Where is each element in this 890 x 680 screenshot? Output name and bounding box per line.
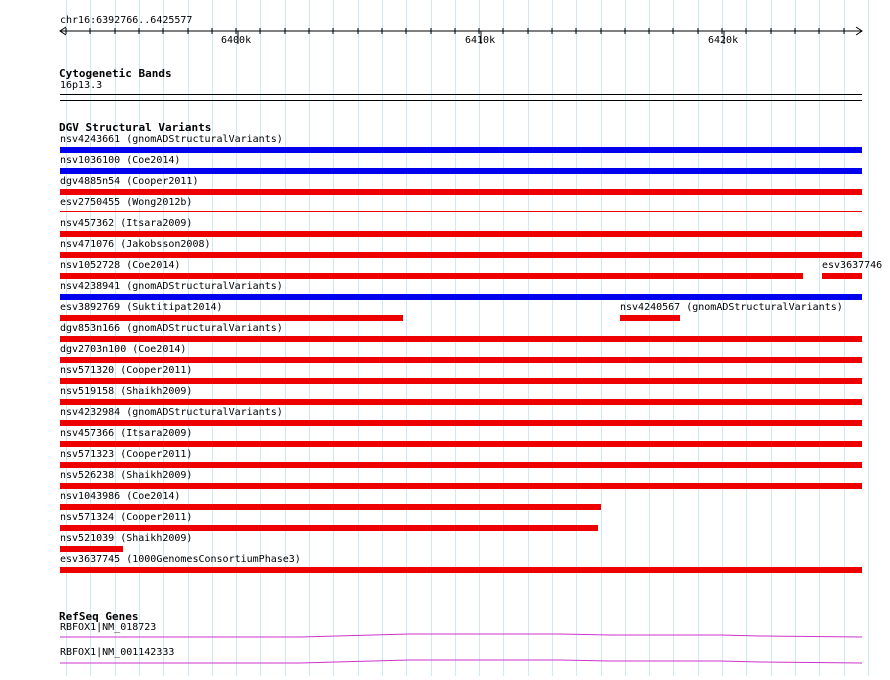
refseq-gene-models [0, 620, 890, 680]
variant-label[interactable]: nsv4238941 (gnomADStructuralVariants) [60, 281, 283, 292]
ruler[interactable] [0, 0, 890, 50]
variant-label[interactable]: nsv571324 (Cooper2011) [60, 512, 193, 523]
variant-label[interactable]: nsv526238 (Shaikh2009) [60, 470, 193, 481]
ruler-tick-label: 6400k [221, 35, 252, 46]
variant-label[interactable]: dgv853n166 (gnomADStructuralVariants) [60, 323, 283, 334]
variant-label[interactable]: nsv1043986 (Coe2014) [60, 491, 181, 502]
variant-bar[interactable] [60, 211, 862, 212]
variant-label[interactable]: esv2750455 (Wong2012b) [60, 197, 193, 208]
variant-label[interactable]: nsv521039 (Shaikh2009) [60, 533, 193, 544]
variant-label[interactable]: nsv571323 (Cooper2011) [60, 449, 193, 460]
dgv-track-title[interactable]: DGV Structural Variants [59, 121, 212, 134]
variant-bar[interactable] [620, 315, 680, 321]
variant-label[interactable]: nsv4243661 (gnomADStructuralVariants) [60, 134, 283, 145]
variant-bar[interactable] [60, 336, 862, 342]
variant-label[interactable]: nsv457362 (Itsara2009) [60, 218, 193, 229]
variant-bar[interactable] [60, 525, 598, 531]
cytoband-line-top [60, 94, 862, 95]
variant-bar[interactable] [60, 231, 862, 237]
variant-bar[interactable] [60, 294, 862, 300]
variant-bar[interactable] [60, 483, 862, 489]
variant-label[interactable]: esv3637745 (1000GenomesConsortiumPhase3) [60, 554, 301, 565]
ruler-tick-label: 6420k [708, 35, 739, 46]
variant-bar[interactable] [60, 546, 123, 552]
gene-model-line[interactable] [60, 660, 862, 663]
variant-bar[interactable] [60, 315, 403, 321]
variant-label[interactable]: nsv519158 (Shaikh2009) [60, 386, 193, 397]
variant-bar[interactable] [60, 357, 862, 363]
grid-line [868, 0, 869, 676]
variant-label[interactable]: nsv471076 (Jakobsson2008) [60, 239, 211, 250]
variant-bar[interactable] [60, 189, 862, 195]
variant-label[interactable]: dgv2703n100 (Coe2014) [60, 344, 187, 355]
variant-label[interactable]: nsv4240567 (gnomADStructuralVariants) [620, 302, 843, 313]
variant-label[interactable]: nsv571320 (Cooper2011) [60, 365, 193, 376]
variant-bar[interactable] [60, 420, 862, 426]
variant-label[interactable]: esv3637746 [822, 260, 883, 271]
variant-bar[interactable] [60, 504, 601, 510]
variant-label[interactable]: nsv1052728 (Coe2014) [60, 260, 181, 271]
variant-bar[interactable] [60, 252, 862, 258]
variant-label[interactable]: nsv4232984 (gnomADStructuralVariants) [60, 407, 283, 418]
variant-bar[interactable] [60, 273, 803, 279]
variant-bar[interactable] [822, 273, 862, 279]
variant-label[interactable]: nsv457366 (Itsara2009) [60, 428, 193, 439]
ruler-tick-label: 6410k [465, 35, 496, 46]
cytoband-label: 16p13.3 [60, 80, 103, 91]
variant-bar[interactable] [60, 399, 862, 405]
cytoband-line-bottom [60, 100, 862, 101]
refseq-track-title[interactable]: RefSeq Genes [59, 610, 139, 623]
variant-bar[interactable] [60, 168, 862, 174]
variant-bar[interactable] [60, 378, 862, 384]
position-label: chr16:6392766..6425577 [60, 15, 193, 26]
gene-label[interactable]: RBFOX1|NM_001142333 [60, 647, 175, 658]
variant-bar[interactable] [60, 567, 862, 573]
variant-label[interactable]: nsv1036100 (Coe2014) [60, 155, 181, 166]
variant-label[interactable]: esv3892769 (Suktitipat2014) [60, 302, 223, 313]
gene-model-line[interactable] [60, 634, 862, 637]
variant-bar[interactable] [60, 462, 862, 468]
variant-bar[interactable] [60, 441, 862, 447]
variant-label[interactable]: dgv4885n54 (Cooper2011) [60, 176, 199, 187]
cytoband-track-title[interactable]: Cytogenetic Bands [59, 67, 172, 80]
variant-bar[interactable] [60, 147, 862, 153]
gene-label[interactable]: RBFOX1|NM_018723 [60, 622, 157, 633]
